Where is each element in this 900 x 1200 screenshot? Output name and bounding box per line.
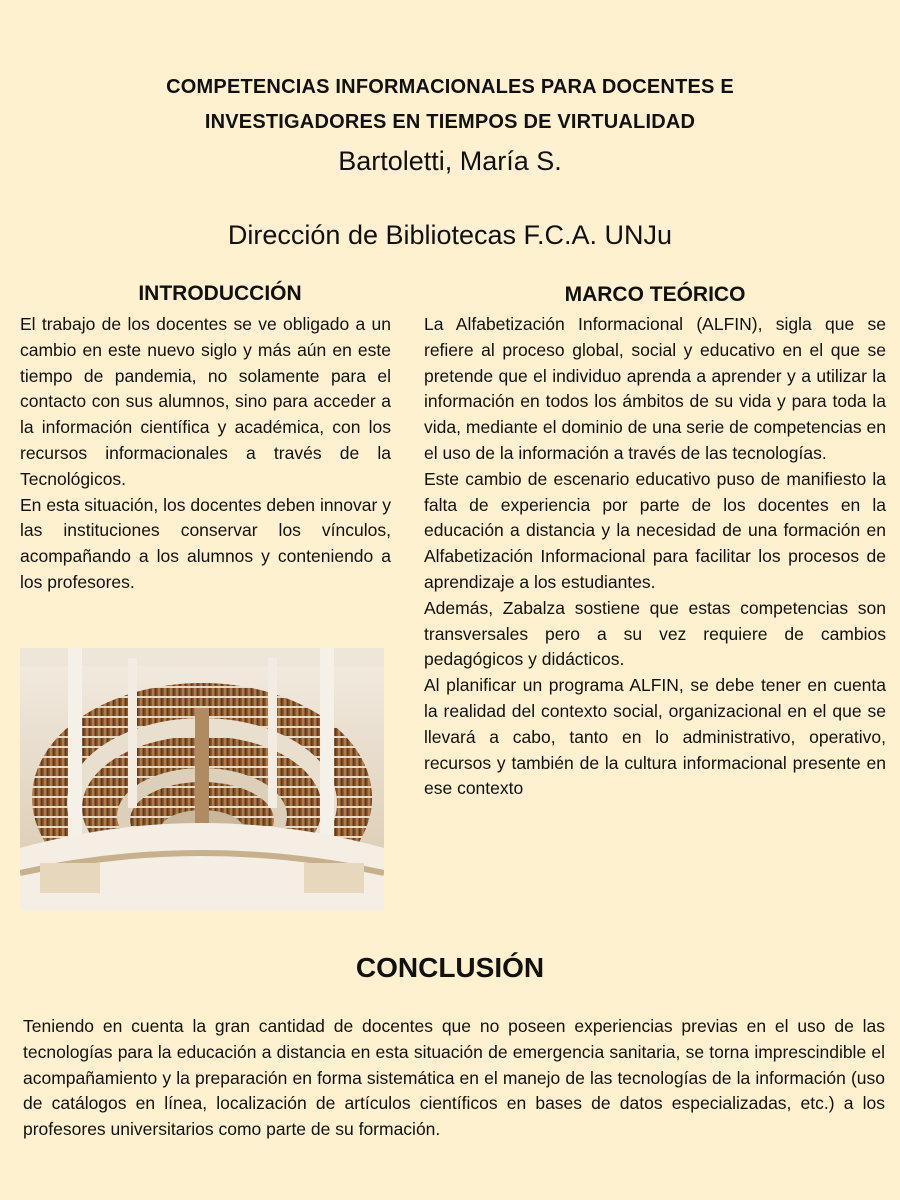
introduccion-heading: INTRODUCCIÓN [138,282,302,305]
marco-paragraph: La Alfabetización Informacional (ALFIN), sigla que se refiere al proceso global, social y educativo en el que se pretende que el individuo aprenda a aprender y a utilizar la información en todos los ámbitos de su vida y para toda la vida, mediante el dominio de una serie de competencias en el uso de la información a través de las tecnologías. [424,314,886,463]
marco-paragraph: Además, Zabalza sostiene que estas competencias son transversales pero a su vez requiere de cambios pedagógicos y didácticos. [424,597,886,670]
introduccion-paragraph: El trabajo de los docentes se ve obligado a un cambio en este nuevo siglo y más aún en este tiempo de pandemia, no solamente para el contacto con sus alumnos, sino para acceder a la información científica y académica, con los recursos informacionales a través de la Tecnológicos. [20,314,391,489]
marco-teorico-heading: MARCO TEÓRICO [564,283,746,306]
author: Bartoletti, María S. [338,146,562,176]
introduccion-body [20,312,391,596]
poster-title [0,70,900,140]
marco-paragraph: Al planificar un programa ALFIN, se debe tener en cuenta la realidad del contexto social, organizacional en el que se llevará a cabo, tanto en lo administrativo, operativo, recursos y también de la cultura informacional presente en ese contexto [424,675,886,799]
affiliation: Dirección de Bibliotecas F.C.A. UNJu [227,220,673,250]
conclusion-body: Teniendo en cuenta la gran cantidad de docentes que no poseen experiencias previas en el uso de las tecnologías para la educación a distancia en esta situación de emergencia sanitaria, se torna imprescindible el acompañamiento y la preparación en forma sistemática en el manejo de las tecnologías de la información (uso de catálogos en línea, localización de artículos científicos en bases de datos especializadas, etc.) a los profesores universitarios como parte de su formación. [23,1016,885,1140]
title-line-1: COMPETENCIAS INFORMACIONALES PARA DOCENTES E [166,76,734,98]
marco-paragraph: Este cambio de escenario educativo puso de manifiesto la falta de experiencia por parte de los docentes en la educación a distancia y la necesidad de una formación en Alfabetización Informacional para facilitar los procesos de aprendizaje a los estudiantes. [424,468,886,592]
introduccion-paragraph: En esta situación, los docentes deben innovar y las instituciones conservar los vínculos, acompañando a los alumnos y conteniendo a los profesores. [20,494,391,592]
library-photo [20,648,384,910]
conclusion-heading: CONCLUSIÓN [355,952,545,983]
marco-teorico-body [424,312,886,802]
title-line-2: INVESTIGADORES EN TIEMPOS DE VIRTUALIDAD [204,111,696,133]
